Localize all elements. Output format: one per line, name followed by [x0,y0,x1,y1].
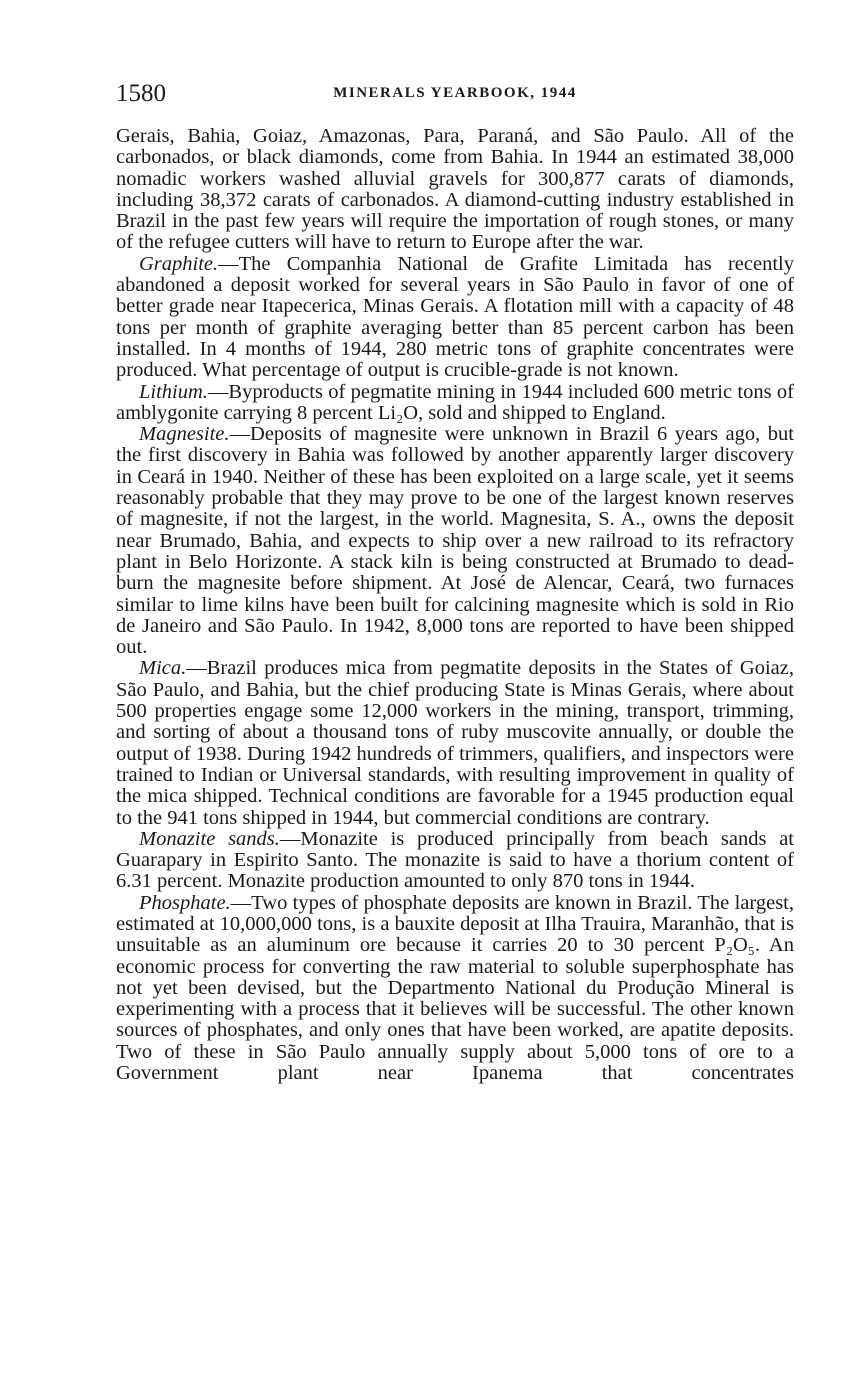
paragraph-mica [116,658,794,828]
topic-heading: Monazite sands. [139,827,280,850]
paragraph-lithium [116,382,794,425]
topic-heading: Phosphate. [139,891,231,914]
topic-heading: Lithium. [139,380,208,403]
paragraph-diamonds-continued [116,126,794,254]
paragraph-text: —Deposits of magnesite were unknown in Brazil 6 years ago, but the first discovery in Bahia was followed by another apparently larger discovery in Ceará in 1940. Neither of these has been exploited on a large scale, yet it seems reasonably probable that they may prove to be one of the largest known reserves of magnesite, if not the largest, in the world. Magnesita, S. A., owns the deposit near Brumado, Bahia, and expects to ship over a new railroad to its refractory plant in Belo Horizonte. A stack kiln is being constructed at Brumado to dead-burn the magnesite before shipment. At José de Alencar, Ceará, two furnaces similar to lime kilns have been built for calcining magnesite which is sold in Rio de Janeiro and São Paulo. In 1942, 8,000 tons are reported to have been shipped out. [116,423,794,659]
page-header [116,80,794,112]
paragraph-text: —The Companhia National de Grafite Limitada has recently abandoned a deposit worked for several years in São Paulo in favor of one of better grade near Itapecerica, Minas Gerais. A flotation mill with a capacity of 48 tons per month of graphite averaging better than 85 percent carbon has been installed. In 4 months of 1944, 280 metric tons of graphite concentrates were produced. What percentage of output is crucible-grade is not known. [116,252,794,382]
topic-heading: Magnesite. [139,423,230,446]
topic-heading: Mica. [139,657,187,680]
running-title: MINERALS YEARBOOK, 1944 [333,85,577,101]
paragraph-text: —Byproducts of pegmatite mining in 1944 included 600 metric tons of amblygonite carrying 8 percent Li₂O, sold and shipped to England. [116,380,794,424]
paragraph-monazite [116,829,794,893]
topic-heading: Graphite. [139,252,219,275]
page-number: 1580 [116,80,166,107]
paragraph-magnesite [116,424,794,658]
paragraph-text: Gerais, Bahia, Goiaz, Amazonas, Para, Paraná, and São Paulo. All of the carbonados, or black diamonds, come from Bahia. In 1944 an estimated 38,000 nomadic workers washed alluvial gravels for 300,877 carats of diamonds, including 38,372 carats of carbonados. A diamond-cutting industry established in Brazil in the past few years will require the importation of rough stones, or many of the refugee cutters will have to return to Europe after the war. [116,125,794,254]
paragraph-text: —Monazite is produced principally from beach sands at Guarapary in Espirito Santo. The monazite is said to have a thorium content of 6.31 percent. Monazite production amounted to only 870 tons in 1944. [116,827,794,893]
paragraph-phosphate [116,893,794,1085]
paragraph-graphite [116,254,794,382]
paragraph-text: —Two types of phosphate deposits are known in Brazil. The largest, estimated at 10,000,000 tons, is a bauxite deposit at Ilha Trauira, Maranhão, that is unsuitable as an aluminum ore because it carries 20 to 30 percent P₂O₅. An economic process for converting the raw material to soluble superphosphate has not yet been devised, but the Departmento National du Produção Mineral is experimenting with a process that it believes will be successful. The other known sources of phosphates, and only ones that have been worked, are apatite deposits. Two of these in São Paulo annually supply about 5,000 tons of ore to a Government plant near Ipanema that concentrates [116,891,794,1085]
paragraph-text: —Brazil produces mica from pegmatite deposits in the States of Goiaz, São Paulo, and Bahia, but the chief producing State is Minas Gerais, where about 500 properties engage some 12,000 workers in the mining, transport, trimming, and sorting of about a thousand tons of ruby muscovite annually, or double the output of 1938. During 1942 hundreds of trimmers, qualifiers, and inspectors were trained to Indian or Universal standards, with resulting improvement in quality of the mica shipped. Technical conditions are favorable for a 1945 production equal to the 941 tons shipped in 1944, but commercial conditions are contrary. [116,657,794,829]
body-text [116,126,794,1084]
